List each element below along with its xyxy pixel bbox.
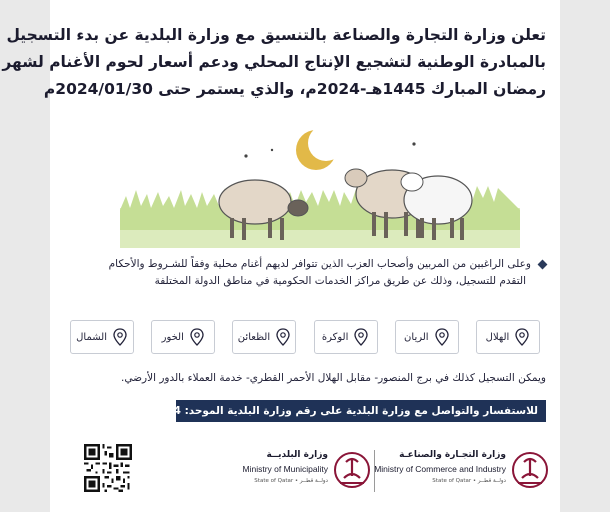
region-item	[151, 320, 215, 354]
region-item	[232, 320, 296, 354]
eligibility-line: التقدم للتسجيل، وذلك عن طريق مراكز الخدمات الحكومية في مناطق الدولة المختلفة	[154, 275, 526, 287]
location-pin-icon	[189, 328, 205, 346]
location-pin-icon	[353, 328, 369, 346]
service-center-regions	[70, 320, 540, 356]
headline-line: بالمبادرة الوطنية لتشجيع الإنتاج المحلي ودعم أسعار لحوم الأغنام لشهر	[2, 53, 546, 71]
commerce-english-name: Ministry of Commerce and Industry	[374, 464, 506, 474]
region-label: الوكرة	[321, 331, 349, 343]
announcement-card	[2, 0, 560, 512]
ministry-of-commerce-logo	[374, 448, 550, 494]
region-label: الخور	[161, 331, 184, 343]
municipality-arabic-name: وزارة البلديــة	[266, 450, 328, 460]
region-label: الريان	[404, 331, 429, 343]
state-of-qatar-label: State of Qatar • دولــة قطــر	[254, 478, 328, 484]
diamond-bullet-icon	[538, 259, 548, 269]
location-pin-icon	[514, 328, 530, 346]
region-label: الظعائن	[237, 331, 271, 343]
state-of-qatar-label: State of Qatar • دولــة قطــر	[432, 478, 506, 484]
location-pin-icon	[112, 328, 128, 346]
headline-line: رمضان المبارك 1445هـ-2024م، والذي يستمر حتى 2024/01/30م	[43, 80, 546, 98]
region-label: الهلال	[485, 331, 510, 343]
region-label: الشمال	[76, 331, 107, 343]
qr-code-icon[interactable]	[84, 444, 132, 492]
region-item	[476, 320, 540, 354]
eligibility-line: وعلى الراغبين من المربين وأصحاب العزب الذين تتوافر لديهم أغنام محلية وفقاً للشـروط والأحكام	[108, 258, 531, 270]
region-item	[314, 320, 378, 354]
region-item	[70, 320, 134, 354]
qatar-emblem-icon	[332, 450, 372, 490]
municipality-english-name: Ministry of Municipality	[242, 464, 328, 474]
additional-registration-text: ويمكن التسجيل كذلك في برج المنصور- مقابل الهلال الأحمر القطري- خدمة العملاء بالدور الأرضي.	[121, 372, 546, 384]
location-pin-icon	[275, 328, 291, 346]
region-item	[395, 320, 459, 354]
location-pin-icon	[434, 328, 450, 346]
eligibility-text	[64, 256, 546, 290]
headline-line: تعلن وزارة التجارة والصناعة بالتنسيق مع وزارة البلدية عن بدء التسجيل	[6, 26, 546, 44]
crescent-moon-icon	[296, 130, 344, 170]
ministry-of-municipality-logo	[222, 448, 372, 494]
qatar-emblem-icon	[510, 450, 550, 490]
sheep-illustration	[120, 130, 520, 250]
announcement-headline	[2, 22, 546, 103]
commerce-arabic-name: وزارة التجـارة والصناعـة	[399, 450, 506, 460]
contact-banner: للاستفسار والتواصل مع وزارة البلدية على رقم وزارة البلدية الموحد: 184	[176, 400, 546, 422]
